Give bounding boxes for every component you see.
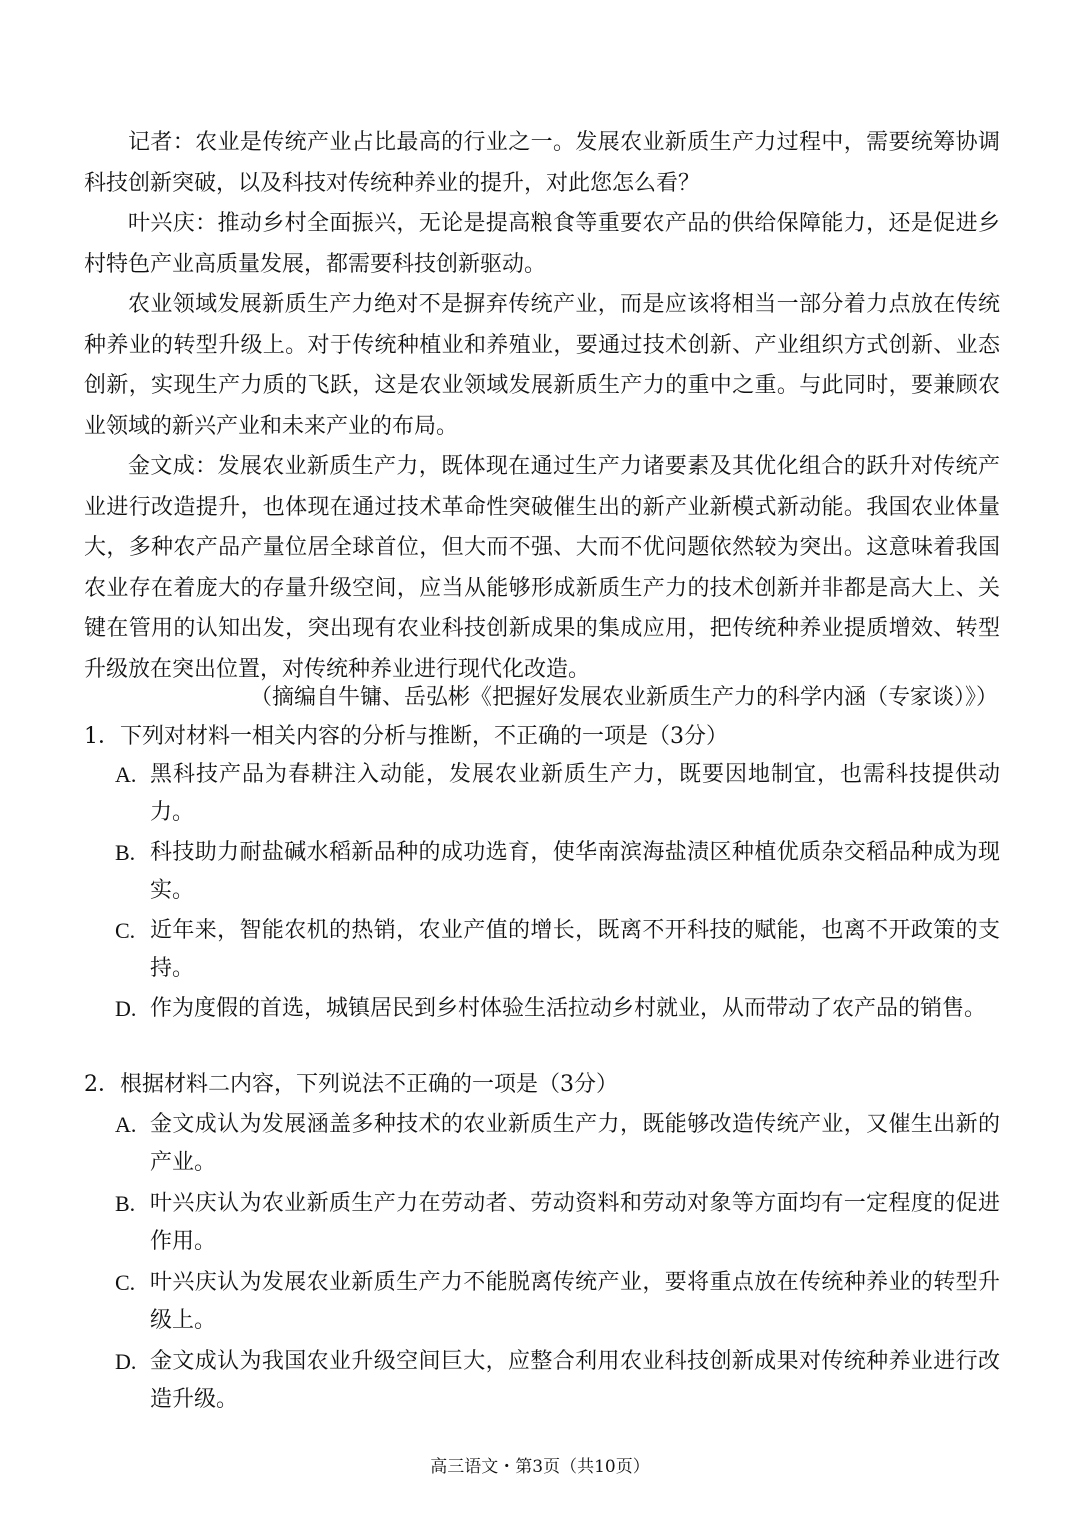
passage-paragraph-ye-2: 农业领域发展新质生产力绝对不是摒弃传统产业，而是应该将相当一部分着力点放在传统种养业的转型升级上。对于传统种植业和养殖业，要通过技术创新、产业组织方式创新、业态创新，实现生产力质的飞跃，这是农业领域发展新质生产力的重中之重。与此同时，要兼顾农业领域的新兴产业和未来产业的布局。 bbox=[84, 292, 1000, 439]
option-text: 金文成认为我国农业升级空间巨大，应整合利用农业科技创新成果对传统种养业进行改造升级。 bbox=[150, 1349, 1000, 1412]
option-label: D. bbox=[115, 1349, 137, 1374]
option-text: 黑科技产品为春耕注入动能，发展农业新质生产力，既要因地制宜，也需科技提供动力。 bbox=[150, 762, 1000, 825]
question-1-option-b bbox=[115, 834, 1000, 910]
question-2-stem: 2．根据材料二内容，下列说法不正确的一项是（3分） bbox=[84, 1072, 618, 1097]
option-text: 科技助力耐盐碱水稻新品种的成功选育，使华南滨海盐渍区种植优质杂交稻品种成为现实。 bbox=[150, 840, 1000, 903]
option-label: C. bbox=[115, 918, 136, 943]
option-label: D. bbox=[115, 996, 137, 1021]
option-label: A. bbox=[115, 1112, 137, 1137]
question-1-option-a bbox=[115, 756, 1000, 832]
question-2-option-b bbox=[115, 1185, 1000, 1261]
question-1-stem: 1．下列对材料一相关内容的分析与推断，不正确的一项是（3分） bbox=[84, 724, 728, 749]
option-label: C. bbox=[115, 1270, 136, 1295]
question-2-option-a bbox=[115, 1106, 1000, 1182]
option-text: 金文成认为发展涵盖多种技术的农业新质生产力，既能够改造传统产业，又催生出新的产业。 bbox=[150, 1112, 1000, 1175]
option-label: B. bbox=[115, 1191, 136, 1216]
passage-source: （摘编自牛镛、岳弘彬《把握好发展农业新质生产力的科学内涵（专家谈）》） bbox=[249, 685, 998, 710]
option-text: 叶兴庆认为农业新质生产力在劳动者、劳动资料和劳动对象等方面均有一定程度的促进作用。 bbox=[150, 1191, 1000, 1254]
passage-paragraph-ye-1: 叶兴庆：推动乡村全面振兴，无论是提高粮食等重要农产品的供给保障能力，还是促进乡村特色产业高质量发展，都需要科技创新驱动。 bbox=[84, 211, 1000, 277]
question-1-option-d bbox=[115, 990, 1000, 1028]
option-label: B. bbox=[115, 840, 136, 865]
passage-paragraph-jin: 金文成：发展农业新质生产力，既体现在通过生产力诸要素及其优化组合的跃升对传统产业进行改造提升，也体现在通过技术革命性突破催生出的新产业新模式新动能。我国农业体量大，多种农产品产量位居全球首位，但大而不强、大而不优问题依然较为突出。这意味着我国农业存在着庞大的存量升级空间，应当从能够形成新质生产力的技术创新并非都是高大上、关键在管用的认知出发，突出现有农业科技创新成果的集成应用，把传统种养业提质增效、转型升级放在突出位置，对传统种养业进行现代化改造。 bbox=[84, 454, 1000, 682]
option-label: A. bbox=[115, 762, 137, 787]
passage-paragraph-reporter: 记者：农业是传统产业占比最高的行业之一。发展农业新质生产力过程中，需要统筹协调科技创新突破，以及科技对传统种养业的提升，对此您怎么看？ bbox=[84, 130, 1000, 196]
question-1-option-c bbox=[115, 912, 1000, 988]
option-text: 叶兴庆认为发展农业新质生产力不能脱离传统产业，要将重点放在传统种养业的转型升级上。 bbox=[150, 1270, 1000, 1333]
option-text: 近年来，智能农机的热销，农业产值的增长，既离不开科技的赋能，也离不开政策的支持。 bbox=[150, 918, 1000, 981]
page-footer: 高三语文・第3页（共10页） bbox=[430, 1457, 650, 1477]
question-2-option-d bbox=[115, 1343, 1000, 1419]
option-text: 作为度假的首选，城镇居民到乡村体验生活拉动乡村就业，从而带动了农产品的销售。 bbox=[150, 996, 987, 1021]
question-2-option-c bbox=[115, 1264, 1000, 1340]
